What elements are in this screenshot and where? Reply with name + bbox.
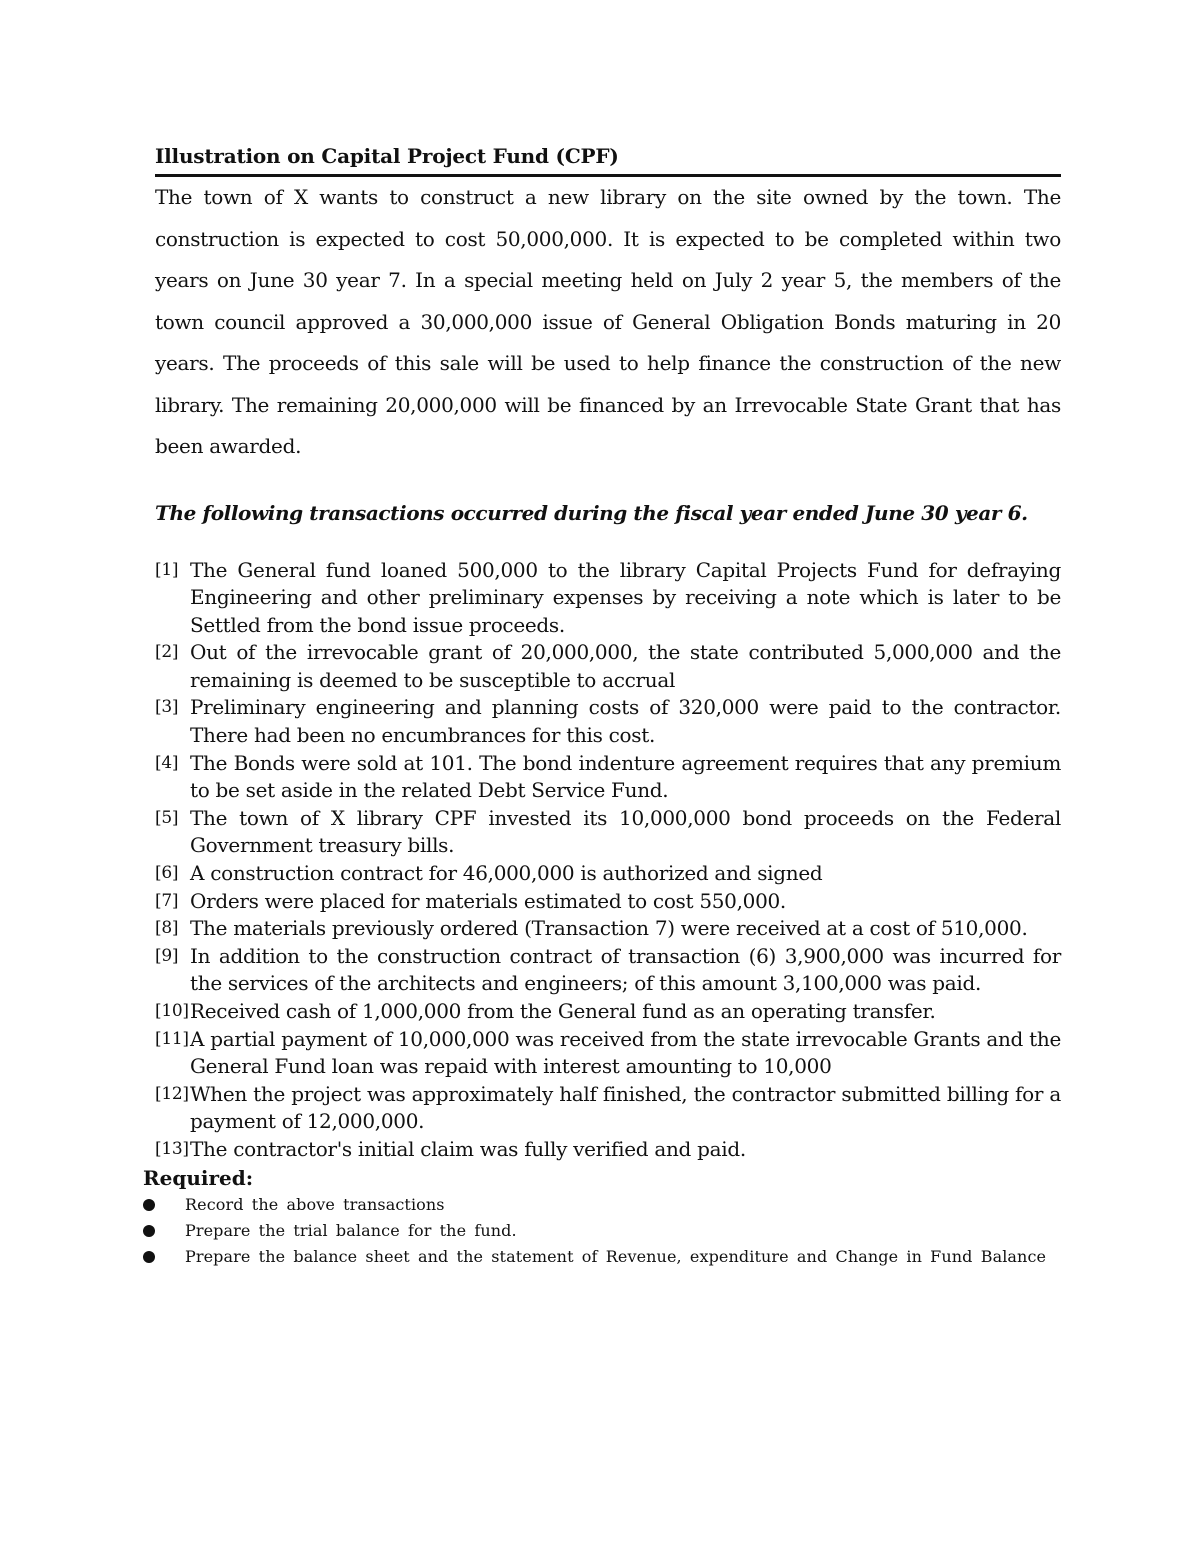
required-heading: Required: (143, 1165, 254, 1190)
transaction-item (155, 1026, 1061, 1081)
transaction-number: [5] (155, 807, 179, 828)
transaction-item (155, 639, 1061, 694)
transaction-item (155, 915, 1061, 943)
transaction-item (155, 694, 1061, 749)
transaction-number: [9] (155, 945, 179, 966)
transaction-item (155, 1081, 1061, 1136)
bullet-icon (143, 1199, 155, 1211)
transaction-number: [1] (155, 559, 179, 580)
transaction-number: [4] (155, 752, 179, 773)
transaction-text: The Bonds were sold at 101. The bond indenture agreement requires that any premium to be set aside in the related Debt Service Fund. (190, 750, 1061, 803)
required-list (143, 1192, 1073, 1270)
required-item (143, 1218, 1073, 1244)
transaction-text: A partial payment of 10,000,000 was received from the state irrevocable Grants and the General Fund loan was repaid with interest amounting to 10,000 (190, 1026, 1061, 1079)
transaction-item (155, 557, 1061, 640)
transaction-number: [7] (155, 890, 179, 911)
transaction-item (155, 1136, 1061, 1164)
required-item-text: Prepare the balance sheet and the statement of Revenue, expenditure and Change in Fund Balance (185, 1246, 1047, 1266)
document-page (143, 138, 1061, 1270)
transaction-item (155, 860, 1061, 888)
transaction-item (155, 750, 1061, 805)
intro-paragraph: The town of X wants to construct a new library on the site owned by the town. The construction is expected to cost 50,000,000. It is expected to be completed within two years on June 30 year 7. In a special meeting held on July 2 year 5, the members of the town council approved a 30,000,000 issue of General Obligation Bonds maturing in 20 years. The proceeds of this sale will be used to help finance the construction of the new library. The remaining 20,000,000 will be financed by an Irrevocable State Grant that has been awarded. (155, 185, 1061, 458)
transactions-list (155, 557, 1061, 1164)
transaction-text: Preliminary engineering and planning costs of 320,000 were paid to the contractor. There had been no encumbrances for this cost. (190, 695, 1061, 748)
document-title: Illustration on Capital Project Fund (CPF) (155, 144, 619, 168)
transaction-item (155, 998, 1061, 1026)
transaction-number: [10] (155, 1001, 189, 1021)
transaction-text: When the project was approximately half finished, the contractor submitted billing for a payment of 12,000,000. (190, 1081, 1061, 1134)
transaction-text: In addition to the construction contract of transaction (6) 3,900,000 was incurred for the services of the architects and engineers; of this amount 3,100,000 was paid. (190, 943, 1061, 996)
required-item-text: Record the above transactions (185, 1194, 445, 1214)
transaction-item (155, 943, 1061, 998)
transaction-text: A construction contract for 46,000,000 is authorized and signed (190, 861, 823, 886)
transaction-item (155, 888, 1061, 916)
transaction-number: [11] (155, 1028, 189, 1049)
transactions-subheading: The following transactions occurred during the fiscal year ended June 30 year 6. (155, 500, 1028, 525)
bullet-icon (143, 1251, 155, 1263)
transaction-text: The materials previously ordered (Transaction 7) were received at a cost of 510,000. (190, 916, 1028, 941)
transaction-text: Received cash of 1,000,000 from the General fund as an operating transfer. (190, 999, 936, 1023)
transaction-number: [8] (155, 918, 179, 939)
required-item (143, 1192, 1073, 1218)
transaction-text: Out of the irrevocable grant of 20,000,000, the state contributed 5,000,000 and the remaining is deemed to be susceptible to accrual (190, 640, 1061, 692)
transaction-text: The town of X library CPF invested its 10,000,000 bond proceeds on the Federal Government treasury bills. (190, 805, 1061, 858)
transaction-number: [3] (155, 697, 179, 718)
transaction-number: [2] (155, 642, 179, 663)
transaction-item (155, 805, 1061, 860)
transaction-number: [6] (155, 863, 179, 884)
required-item (143, 1244, 1073, 1270)
transaction-text: Orders were placed for materials estimated to cost 550,000. (190, 888, 786, 913)
transaction-text: The contractor's initial claim was fully verified and paid. (190, 1136, 746, 1161)
required-item-text: Prepare the trial balance for the fund. (185, 1220, 517, 1240)
bullet-icon (143, 1225, 155, 1237)
transaction-text: The General fund loaned 500,000 to the library Capital Projects Fund for defraying Engineering and other preliminary expenses by receiving a note which is later to be Settled from the bond issue proceeds. (190, 557, 1061, 637)
transaction-number: [13] (155, 1138, 189, 1159)
transaction-number: [12] (155, 1083, 189, 1104)
